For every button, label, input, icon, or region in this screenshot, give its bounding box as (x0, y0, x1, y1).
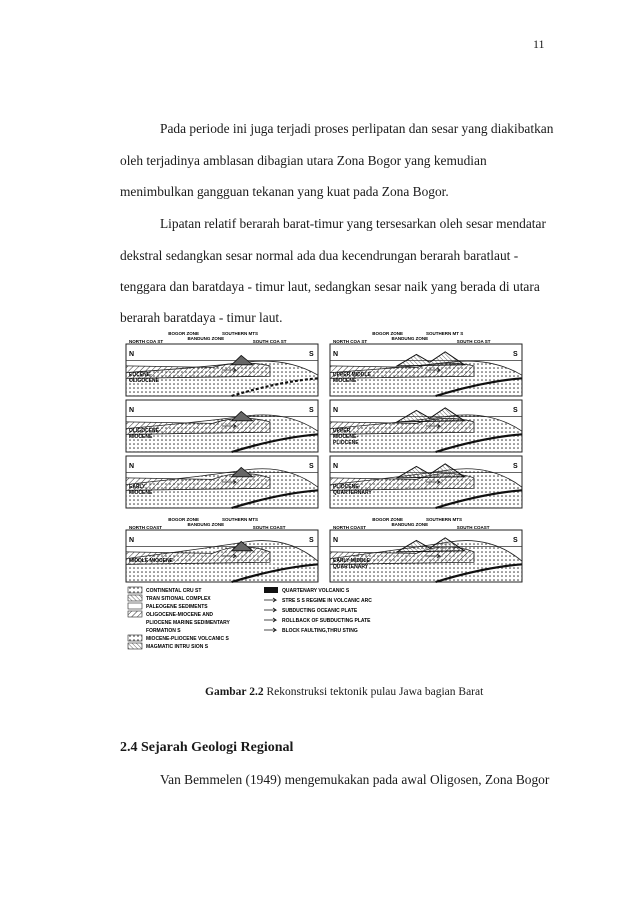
left-panel-3 (126, 456, 318, 508)
coast-label: SOUTH COA ST (456, 339, 491, 344)
north-label: N (333, 407, 339, 414)
age-label: UPPER (333, 428, 351, 435)
paragraph-line-1: Pada periode ini juga terjadi proses perlipatan dan sesar yang diakibatkan (160, 121, 554, 136)
left-panel-1 (126, 344, 318, 396)
coast-label: NORTH COA ST (333, 339, 368, 344)
caption-label: Gambar 2.2 (205, 686, 264, 698)
right-panel-2 (330, 400, 522, 452)
south-label: S (309, 351, 314, 358)
age-label: OLIGOCENE (129, 378, 160, 385)
legend-left-item: PLIOCENE MARINE SEDIMENTARY (146, 620, 230, 626)
zone-label: SOUTHERN MTS (222, 331, 258, 336)
coast-label: NORTH COAST (129, 525, 162, 530)
north-label: N (129, 537, 135, 544)
legend-left-item: MAGMATIC INTRU SION S (146, 644, 209, 650)
age-label: MIOCENE- (333, 434, 358, 441)
zone-label: BOGOR ZONE (168, 517, 200, 522)
age-label: MIDDLE MIOCENE (129, 558, 173, 565)
legend-left-item: MIOCENE-PLIOCENE VOLCANIC S (146, 636, 229, 642)
age-label: MIOCENE (129, 434, 153, 441)
paragraph-line-4: Lipatan relatif berarah barat-timur yang tersesarkan oleh sesar mendatar (160, 216, 546, 231)
zone-label: BOGOR ZONE (168, 331, 200, 336)
north-label: N (333, 463, 339, 470)
age-label: QUARTERNARY (333, 490, 372, 497)
zone-label: BANDUNG ZONE (187, 336, 225, 341)
north-label: N (129, 351, 135, 358)
right-panel-3 (330, 456, 522, 508)
age-label: MIOCENE (129, 490, 153, 497)
zone-label: BOGOR ZONE (372, 517, 404, 522)
section-heading: 2.4 Sejarah Geologi Regional (120, 740, 294, 755)
south-label: S (513, 463, 518, 470)
coast-label: SOUTH COAST (456, 525, 490, 530)
south-label: S (309, 537, 314, 544)
legend-left-item: TRAN SITIONAL COMPLEX (146, 596, 211, 602)
legend-left-item: CONTINENTAL CRU ST (146, 588, 202, 594)
zone-label: BANDUNG ZONE (391, 336, 429, 341)
paragraph2-line-1: Van Bemmelen (1949) mengemukakan pada awal Oligosen, Zona Bogor (160, 772, 550, 787)
legend-right-item: QUARTENARY VOLCANIC S (282, 588, 350, 594)
right-panel-4 (330, 530, 522, 582)
age-label: PLIOCENE (333, 440, 359, 447)
figure-caption (205, 686, 483, 698)
age-label: EARLY (129, 484, 146, 491)
zone-label: SOUTHERN MTS (222, 517, 258, 522)
north-label: N (129, 463, 135, 470)
legend-left-item: PALEOGENE SEDIMENTS (146, 604, 208, 610)
north-label: N (129, 407, 135, 414)
age-label: MIOCENE (333, 378, 357, 385)
age-label: OLIGOCENE- (129, 428, 161, 435)
paragraph-line-5: dekstral sedangkan sesar normal ada dua kecendrungan berarah baratlaut - (120, 248, 519, 263)
paragraph-line-3: menimbulkan gangguan tekanan yang kuat pada Zona Bogor. (120, 184, 449, 199)
south-label: S (513, 407, 518, 414)
coast-label: NORTH COA ST (129, 339, 164, 344)
tectonic-reconstruction-figure (124, 330, 524, 670)
paragraph-line-2: oleh terjadinya amblasan dibagian utara Zona Bogor yang kemudian (120, 153, 487, 168)
legend-right-item: STRE S S REGIME IN VOLCANIC ARC (282, 598, 372, 604)
zone-label: BOGOR ZONE (372, 331, 404, 336)
right-panel-1 (330, 344, 522, 396)
zone-label: BANDUNG ZONE (187, 522, 225, 527)
age-label: EOCENE- (129, 372, 152, 379)
coast-label: SOUTH COA ST (252, 339, 287, 344)
left-panel-4 (126, 530, 318, 582)
legend-right-item: ROLLBACK OF SUBDUCTING PLATE (282, 618, 371, 624)
legend-left-item: OLIGOCENE-MIOCENE AND (146, 612, 214, 618)
legend-right-item: BLOCK FAULTING,THRU STING (282, 628, 358, 634)
north-label: N (333, 351, 339, 358)
age-label: PLIOCENE- (333, 484, 361, 491)
age-label: EARLY MIDDLE (333, 558, 370, 565)
north-label: N (333, 537, 339, 544)
south-label: S (309, 407, 314, 414)
legend-right-item: SUBDUCTING OCEANIC PLATE (282, 608, 358, 614)
coast-label: NORTH COAST (333, 525, 366, 530)
page-number: 11 (533, 37, 545, 51)
south-label: S (309, 463, 314, 470)
left-panel-2 (126, 400, 318, 452)
age-label: QUARTENARY (333, 564, 369, 571)
south-label: S (513, 351, 518, 358)
paragraph-line-6: tenggara dan baratdaya - timur laut, sedangkan sesar naik yang berada di utara (120, 279, 540, 294)
age-label: UPPER MIDDLE (333, 372, 371, 379)
south-label: S (513, 537, 518, 544)
caption-text: Rekonstruksi tektonik pulau Jawa bagian Barat (263, 686, 484, 698)
zone-label: BANDUNG ZONE (391, 522, 429, 527)
paragraph-line-7: berarah baratdaya - timur laut. (120, 310, 283, 325)
zone-label: SOUTHERN MTS (426, 517, 462, 522)
zone-label: SOUTHERN MT S (426, 331, 464, 336)
legend-left-item: FORMATION S (146, 628, 181, 634)
coast-label: SOUTH COAST (252, 525, 286, 530)
